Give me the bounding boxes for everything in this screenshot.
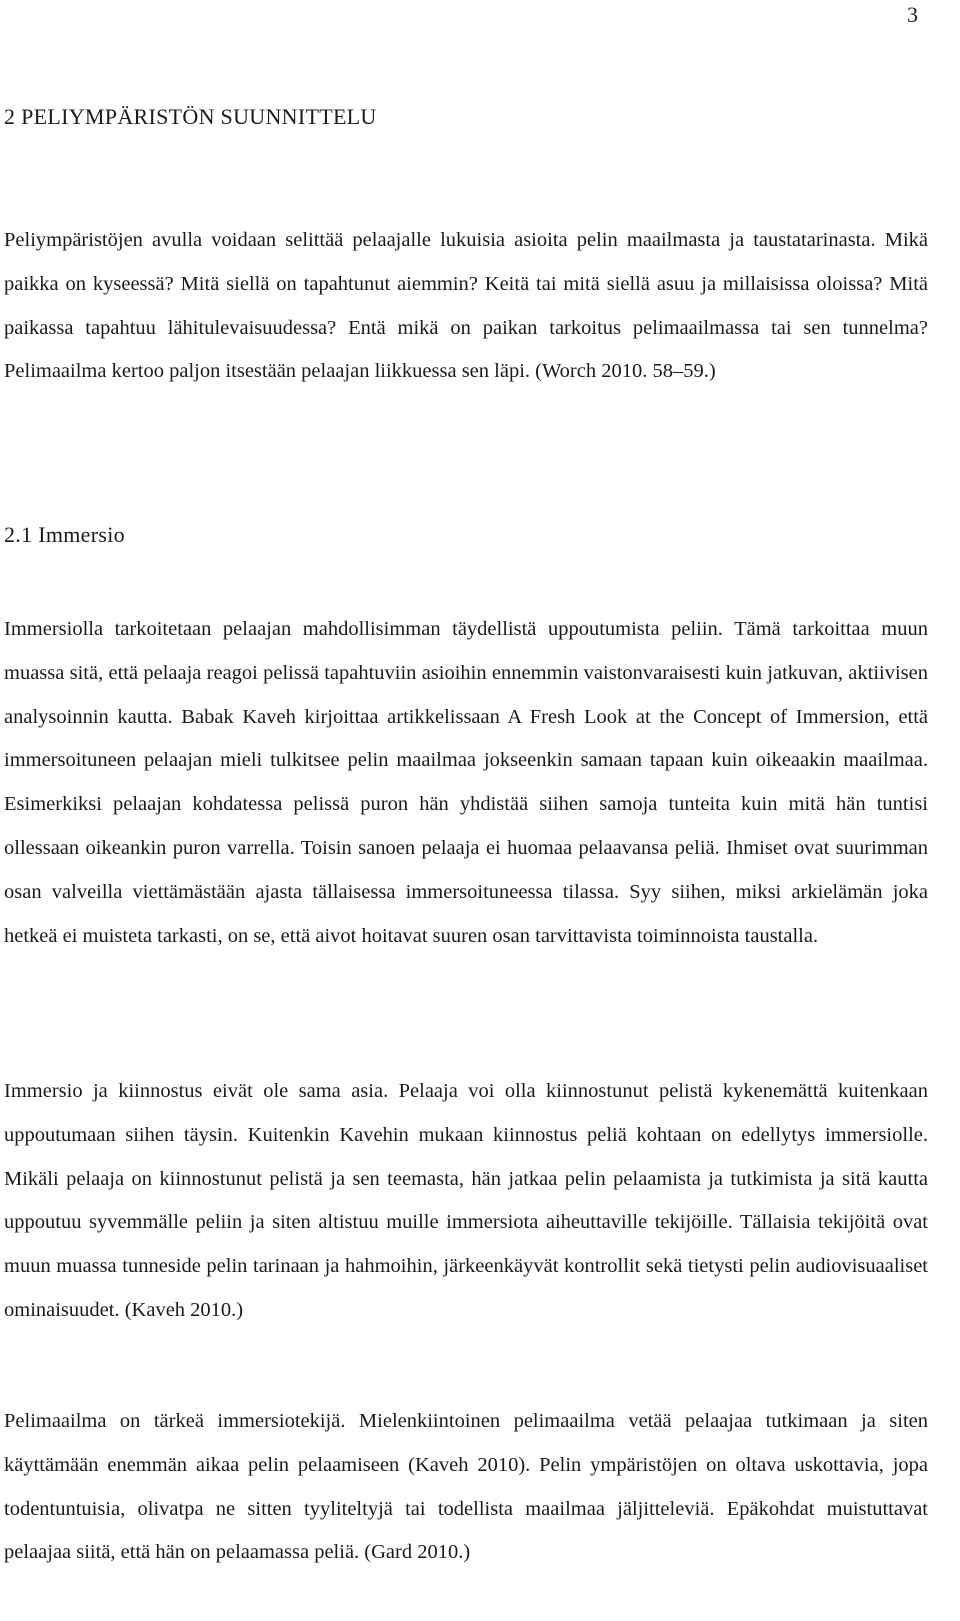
paragraph-intro: Peliympäristöjen avulla voidaan selittää pelaajalle lukuisia asioita pelin maailmasta ja taustatarinasta. Mikä paikka on kyseessä? Mitä siellä on tapahtunut aiemmin? Keitä tai mitä siellä asuu ja millaisissa oloissa? Mitä paikassa tapahtuu lähitulevaisuudessa? Entä mikä on paikan tarkoitus pelimaailmassa tai sen tunnelma? Pelimaailma kertoo paljon itsestään pelaajan liikkuessa sen läpi. (Worch 2010. 58–59.) (4, 229, 928, 383)
paragraph-immersion-interest: Immersio ja kiinnostus eivät ole sama asia. Pelaaja voi olla kiinnostunut pelistä kykenemättä kuitenkaan uppoutumaan siihen täysin. Kuitenkin Kavehin mukaan kiinnostus peliä kohtaan on edellytys immersiolle. Mikäli pelaaja on kiinnostunut pelistä ja sen teemasta, hän jatkaa pelin pelaamista ja tutkimista ja sitä kautta uppoutuu syvemmälle peliin ja siten altistuu muille immersiota aiheuttaville tekijöille. Tällaisia tekijöitä ovat muun muassa tunneside pelin tarinaan ja hahmoihin, järkeenkäyvät kontrollit sekä tietysti pelin audiovisuaaliset ominaisuudet. (Kaveh 2010.) (4, 1080, 928, 1321)
paragraph-game-world: Pelimaailma on tärkeä immersiotekijä. Mielenkiintoinen pelimaailma vetää pelaajaa tutkimaan ja siten käyttämään enemmän aikaa pelin pelaamiseen (Kaveh 2010). Pelin ympäristöjen on oltava uskottavia, jopa todentuntuisia, olivatpa ne sitten tyyliteltyjä tai todellista maailmaa jäljitteleviä. Epäkohdat muistuttavat pelaajaa siitä, että hän on pelaamassa peliä. (Gard 2010.) (4, 1410, 928, 1564)
section-heading: 2.1 Immersio (4, 522, 125, 547)
paragraph-immersion-definition: Immersiolla tarkoitetaan pelaajan mahdollisimman täydellistä uppoutumista peliin. Tämä tarkoittaa muun muassa sitä, että pelaaja reagoi pelissä tapahtuviin asioihin ennemmin vaistonvaraisesti kuin jatkuvan, aktiivisen analysoinnin kautta. Babak Kaveh kirjoittaa artikkelissaan A Fresh Look at the Concept of Immersion, että immersoituneen pelaajan mieli tulkitsee pelin maailmaa jokseenkin samaan tapaan kuin oikeaakin maailmaa. Esimerkiksi pelaajan kohdatessa pelissä puron hän yhdistää siihen samoja tunteita kuin mitä hän tuntisi ollessaan oikeankin puron varrella. Toisin sanoen pelaaja ei huomaa pelaavansa peliä. Ihmiset ovat suurimman osan valveilla viettämästään ajasta tällaisessa immersoituneessa tilassa. Syy siihen, miksi arkielämän joka hetkeä ei muisteta tarkasti, on se, että aivot hoitavat suuren osan tarvittavista toiminnoista taustalla. (4, 618, 928, 947)
page-number: 3 (907, 2, 918, 27)
chapter-heading: 2 PELIYMPÄRISTÖN SUUNNITTELU (4, 104, 377, 129)
